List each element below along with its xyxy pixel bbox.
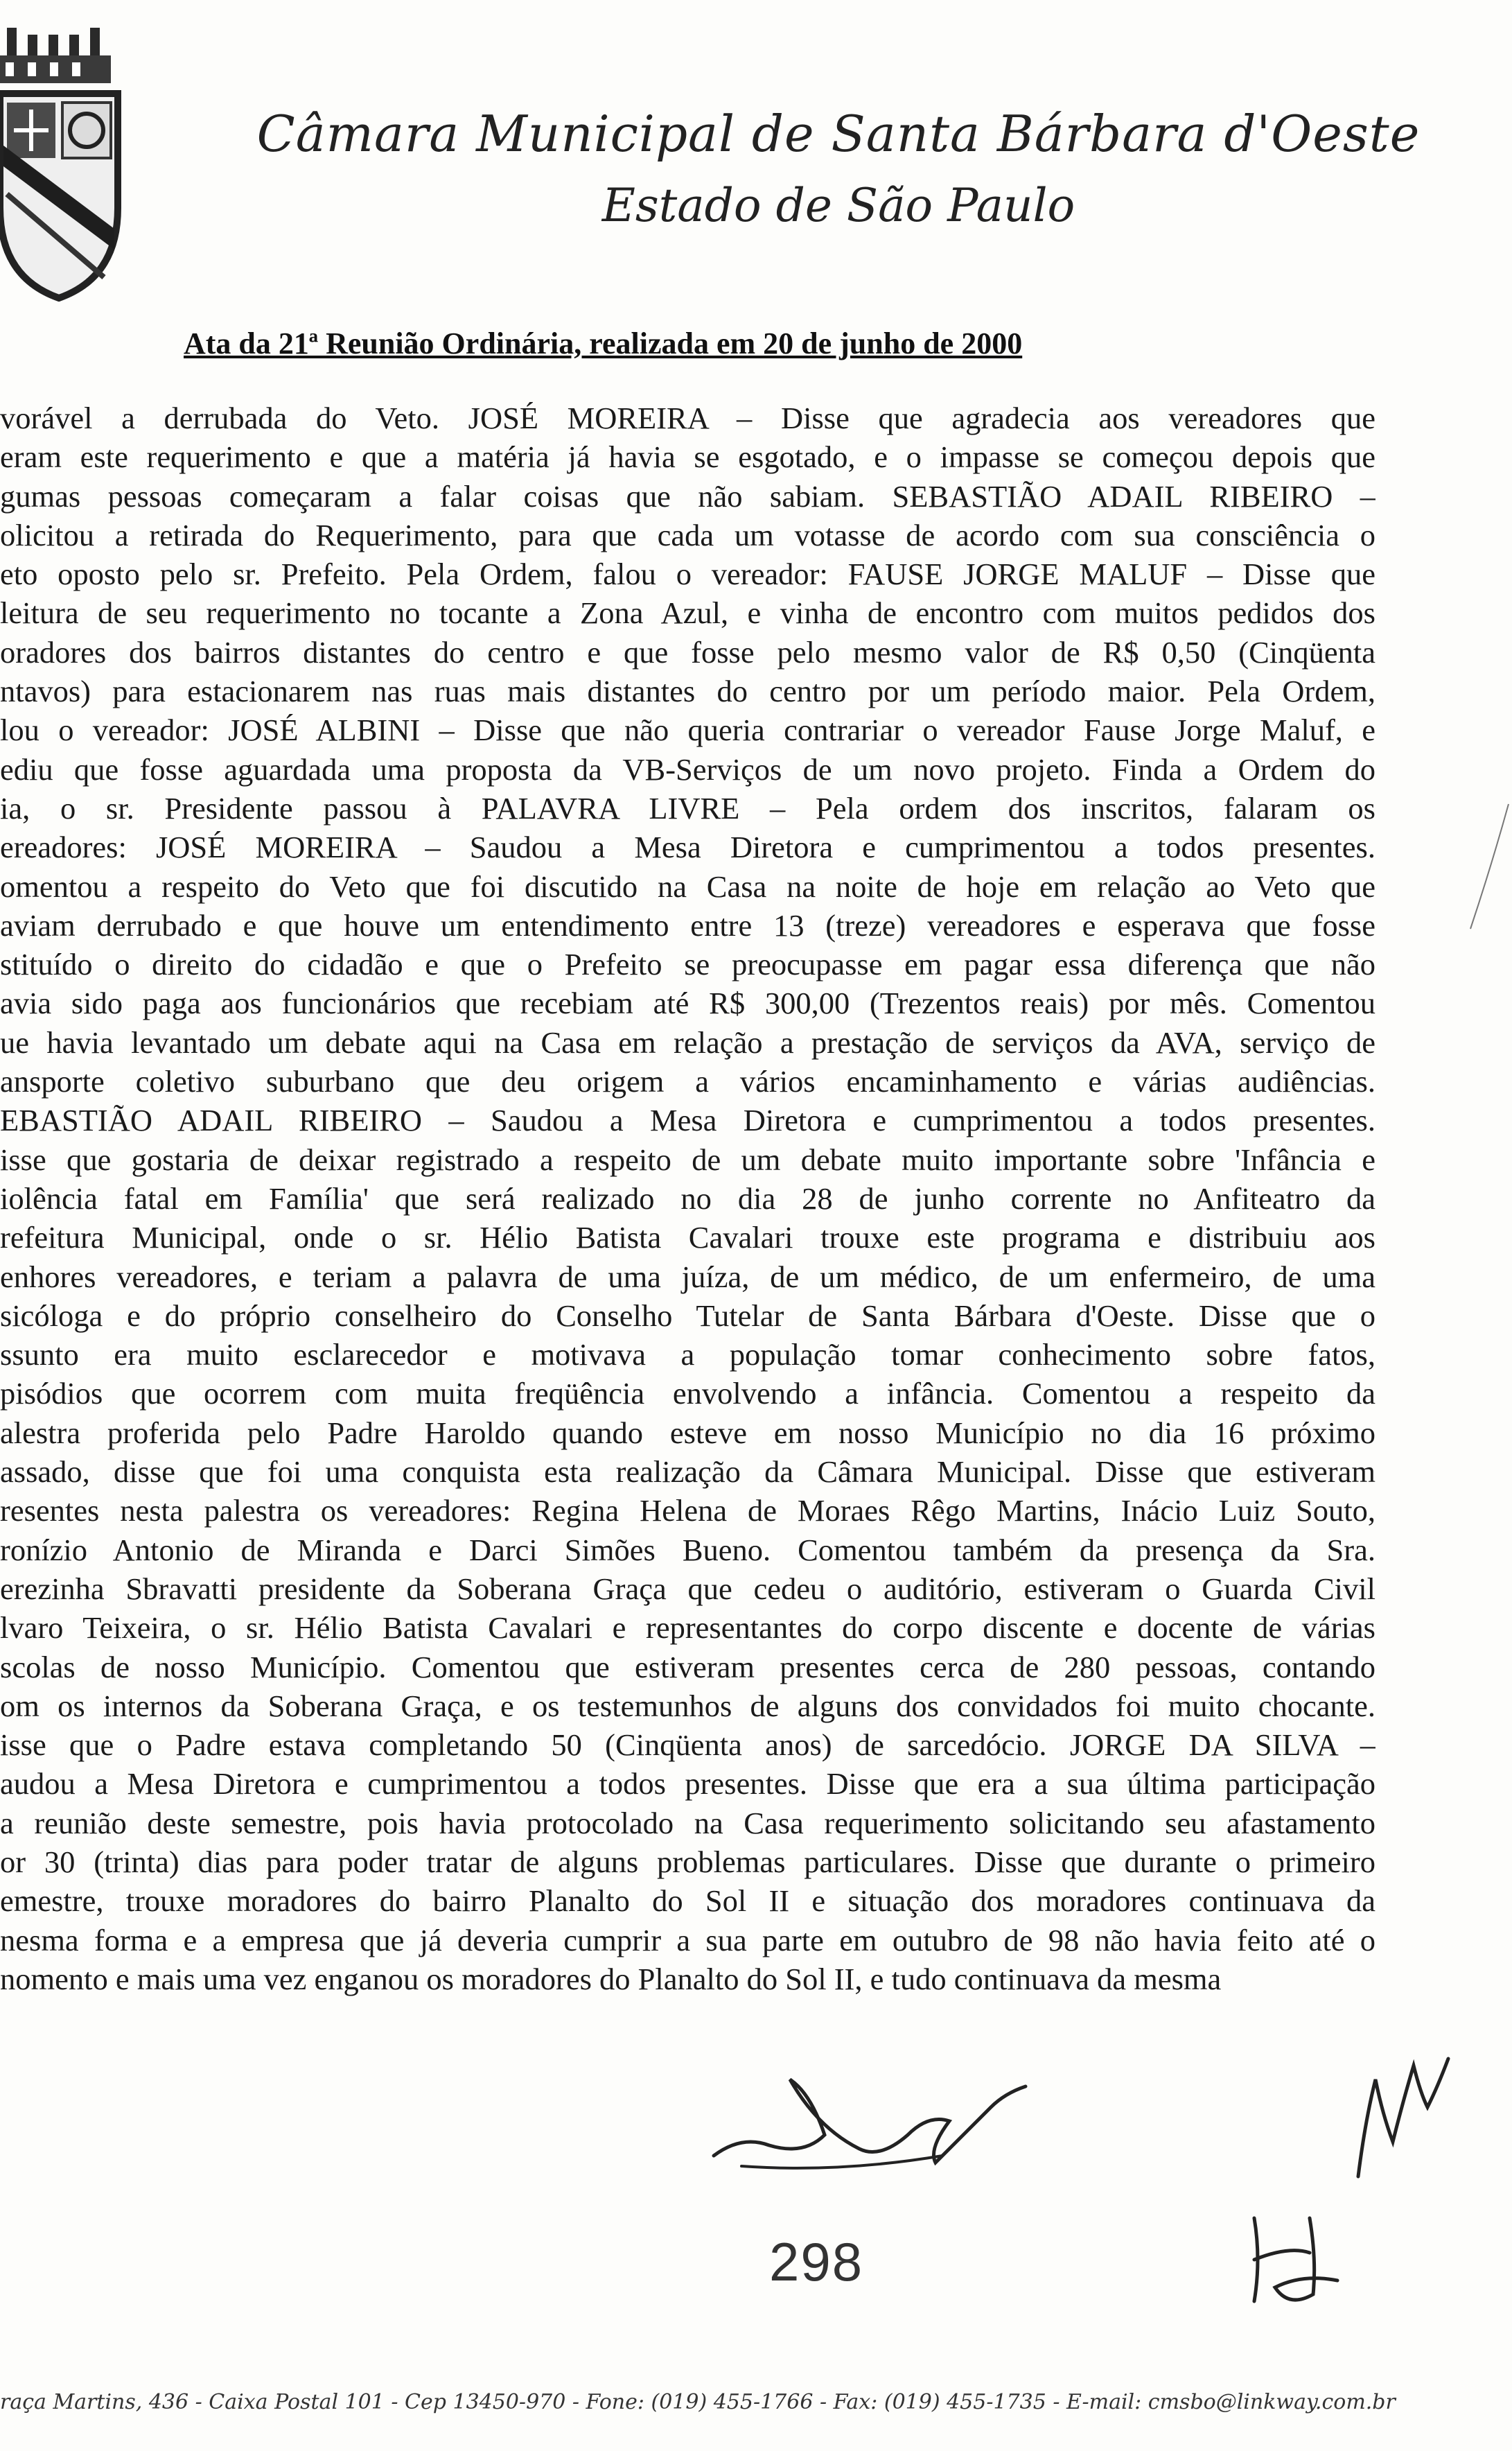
chamber-name: Câmara Municipal de Santa Bárbara d'Oeste <box>256 105 1421 163</box>
text-line: nomento e mais uma vez enganou os moradores do Planalto do Sol II, e tudo continuava da mesma <box>0 1961 1222 1996</box>
text-line: assado, disse que foi uma conquista esta realização da Câmara Municipal. Disse que estiveram <box>0 1454 1375 1490</box>
handwritten-signature-2 <box>1344 2038 1462 2183</box>
text-line: lou o vereador: JOSÉ ALBINI – Disse que não queria contrariar o vereador Fause Jorge Maluf, e <box>0 713 1375 748</box>
text-line: resentes nesta palestra os vereadores: Regina Helena de Moraes Rêgo Martins, Inácio Luiz Souto, <box>0 1493 1375 1528</box>
text-line: olicitou a retirada do Requerimento, para que cada um votasse de acordo com sua consciência o <box>0 517 1375 552</box>
text-line: sicóloga e do próprio conselheiro do Conselho Tutelar de Santa Bárbara d'Oeste. Disse que o <box>0 1298 1375 1333</box>
text-line: refeitura Municipal, onde o sr. Hélio Batista Cavalari trouxe este programa e distribuiu aos <box>0 1220 1375 1255</box>
text-line: avia sido paga aos funcionários que recebiam até R$ 300,00 (Trezentos reais) por mês. Comentou <box>0 986 1375 1021</box>
text-line: emestre, trouxe moradores do bairro Planalto do Sol II e situação dos moradores continuava da <box>0 1883 1375 1919</box>
text-line: eram este requerimento e que a matéria já havia se esgotado, e o impasse se começou depois que <box>0 439 1375 475</box>
text-line: ssunto era muito esclarecedor e motivava a população tomar conhecimento sobre fatos, <box>0 1337 1375 1372</box>
text-line: or 30 (trinta) dias para poder tratar de alguns problemas particulares. Disse que durante o primeiro <box>0 1844 1375 1879</box>
margin-pencil-stroke <box>1463 797 1512 936</box>
footer-address: raça Martins, 436 - Caixa Postal 101 - Cep 13450-970 - Fone: (019) 455-1766 - Fax: (019) 455-1735 - E-mail: cmsbo@linkway.com.br <box>0 2390 1396 2414</box>
minutes-body <box>0 399 1375 1998</box>
text-line: enhores vereadores, e teriam a palavra de uma juíza, de um médico, de um enfermeiro, de uma <box>0 1259 1375 1294</box>
state-name: Estado de São Paulo <box>601 179 1075 232</box>
text-line: ntavos) para estacionarem nas ruas mais distantes do centro por um período maior. Pela Ordem, <box>0 674 1375 709</box>
text-line: ia, o sr. Presidente passou à PALAVRA LIVRE – Pela ordem dos inscritos, falaram os <box>0 790 1375 826</box>
text-line: lvaro Teixeira, o sr. Hélio Batista Cavalari e representantes do corpo discente e docente de várias <box>0 1610 1375 1646</box>
text-line: pisódios que ocorrem com muita freqüência envolvendo a infância. Comentou a respeito da <box>0 1376 1375 1411</box>
text-line: stituído o direito do cidadão e que o Prefeito se preocupasse em pagar essa diferença que não <box>0 947 1375 982</box>
text-line: ronízio Antonio de Miranda e Darci Simões Bueno. Comentou também da presença da Sra. <box>0 1532 1375 1567</box>
text-line: ediu que fosse aguardada uma proposta da VB-Serviços de um novo projeto. Finda a Ordem do <box>0 751 1375 787</box>
page-number: 298 <box>769 2231 864 2292</box>
text-line: oradores dos bairros distantes do centro e que fosse pelo mesmo valor de R$ 0,50 (Cinqüenta <box>0 634 1375 670</box>
text-line: ereadores: JOSÉ MOREIRA – Saudou a Mesa Diretora e cumprimentou a todos presentes. <box>0 830 1375 865</box>
text-line: gumas pessoas começaram a falar coisas que não sabiam. SEBASTIÃO ADAIL RIBEIRO – <box>0 478 1375 514</box>
text-line: aviam derrubado e que houve um entendimento entre 13 (treze) vereadores e esperava que fosse <box>0 907 1375 943</box>
text-line: vorável a derrubada do Veto. JOSÉ MOREIRA – Disse que agradecia aos vereadores que <box>0 401 1375 435</box>
text-line: EBASTIÃO ADAIL RIBEIRO – Saudou a Mesa Diretora e cumprimentou a todos presentes. <box>0 1103 1375 1138</box>
text-line: leitura de seu requerimento no tocante a Zona Azul, e vinha de encontro com muitos pedidos dos <box>0 595 1375 631</box>
minutes-title: Ata da 21ª Reunião Ordinária, realizada em 20 de junho de 2000 <box>184 326 1023 360</box>
text-line: ansporte coletivo suburbano que deu origem a vários encaminhamento e várias audiências. <box>0 1064 1375 1099</box>
text-line: audou a Mesa Diretora e cumprimentou a todos presentes. Disse que era a sua última participação <box>0 1766 1375 1802</box>
text-line: eto oposto pelo sr. Prefeito. Pela Ordem, falou o vereador: FAUSE JORGE MALUF – Disse que <box>0 557 1375 592</box>
text-line: isse que gostaria de deixar registrado a respeito de um debate muito importante sobre 'Infância e <box>0 1142 1375 1177</box>
text-line: nesma forma e a empresa que já deveria cumprir a sua parte em outubro de 98 não havia feito até o <box>0 1922 1375 1957</box>
municipal-coat-of-arms <box>0 28 132 305</box>
handwritten-initials <box>1233 2204 1351 2308</box>
text-line: omentou a respeito do Veto que foi discutido na Casa na noite de hoje em relação ao Veto que <box>0 869 1375 904</box>
text-line: erezinha Sbravatti presidente da Soberana Graça que cedeu o auditório, estiveram o Guarda Civil <box>0 1571 1375 1606</box>
text-line: ue havia levantado um debate aqui na Casa em relação a prestação de serviços da AVA, serviço de <box>0 1024 1375 1060</box>
text-line: iolência fatal em Família' que será realizado no dia 28 de junho corrente no Anfiteatro da <box>0 1180 1375 1216</box>
text-line: om os internos da Soberana Graça, e os testemunhos de alguns dos convidados foi muito chocante. <box>0 1688 1375 1723</box>
text-line: isse que o Padre estava completando 50 (Cinqüenta anos) de sarcedócio. JORGE DA SILVA – <box>0 1727 1375 1763</box>
text-line: alestra proferida pelo Padre Haroldo quando esteve em nosso Município no dia 16 próximo <box>0 1415 1375 1450</box>
letterhead <box>208 101 1469 239</box>
text-line: a reunião deste semestre, pois havia protocolado na Casa requerimento solicitando seu afastamento <box>0 1805 1375 1840</box>
handwritten-signature-1 <box>700 2052 1060 2204</box>
text-line: scolas de nosso Município. Comentou que estiveram presentes cerca de 280 pessoas, contando <box>0 1649 1375 1684</box>
